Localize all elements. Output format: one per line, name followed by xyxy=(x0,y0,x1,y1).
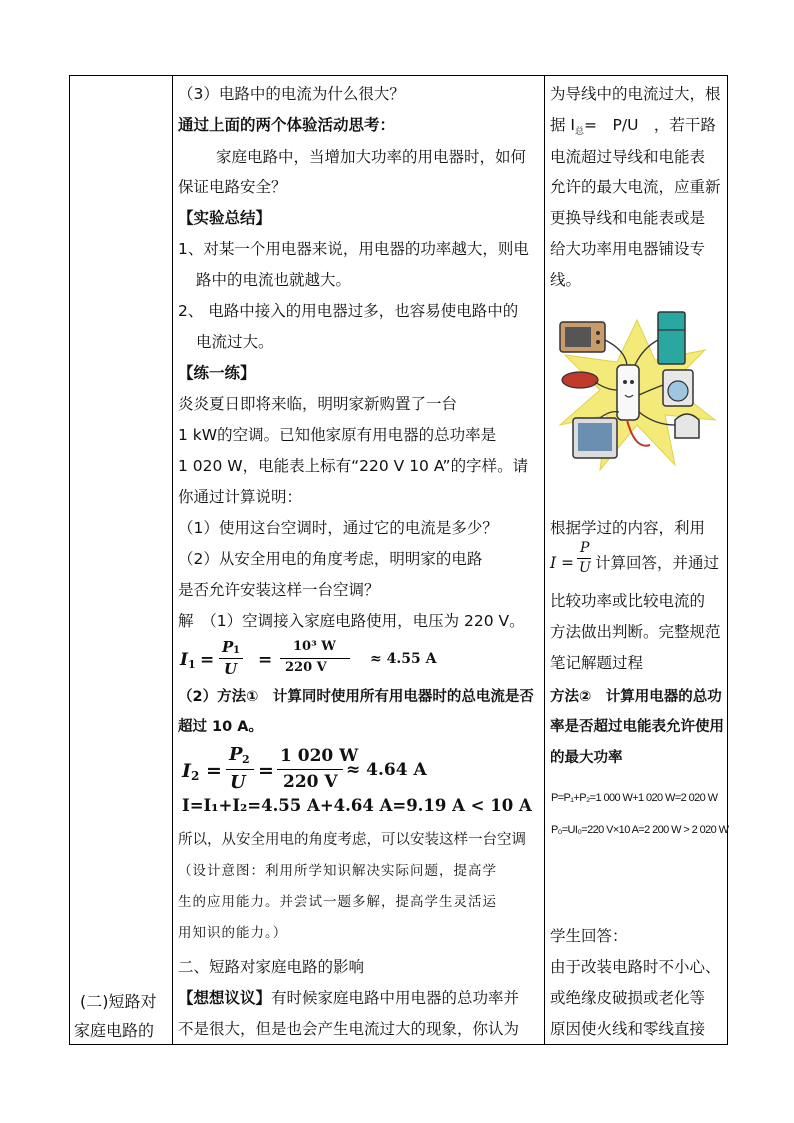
section-2-heading: 二、短路对家庭电路的影响 xyxy=(178,958,365,976)
think-question-2: 保证电路安全？ xyxy=(178,178,287,196)
summary-point-1b: 路中的电流也就越大。 xyxy=(196,271,352,289)
discuss-text-1: 有时候家庭电路中用电器的总功率并 xyxy=(271,989,520,1007)
summary-point-2b: 电流过大。 xyxy=(196,333,274,351)
conclusion: 所以，从安全用电的角度考虑，可以安装这样一台空调 xyxy=(178,832,526,848)
eq2-fraction-bar-2 xyxy=(277,769,343,770)
eq2-result: ≈ 4.64 A xyxy=(346,760,427,780)
design-intent-3: 用知识的能力。） xyxy=(178,925,288,941)
right-line-5: 更换导线和电能表或是 xyxy=(550,209,706,227)
right-line-8: 根据学过的内容，利用 xyxy=(550,519,706,537)
method1-line-b: 超过 10 A。 xyxy=(178,719,263,735)
right-line-1: 为导线中的电流过大，根 xyxy=(550,85,721,103)
eq1-denominator: U xyxy=(224,660,238,678)
practice-line-4: 你通过计算说明： xyxy=(178,488,303,506)
right-line-6: 给大功率用电器铺设专 xyxy=(550,240,706,258)
method1-line-a: （2）方法① 计算同时使用所有用电器时的总电流是否 xyxy=(178,689,534,705)
eq1-equals: = xyxy=(200,650,215,670)
practice-line-2: 1 kW的空调。已知他家原有用电器的总功率是 xyxy=(178,426,497,444)
think-title: 通过上面的两个体验活动思考： xyxy=(178,116,396,134)
discuss-tag: 【想想议议】 xyxy=(178,989,272,1007)
practice-question-1: （1）使用这台空调时，通过它的电流是多少？ xyxy=(178,519,498,537)
summary-point-1a: 1、对某一个用电器来说，用电器的功率越大，则电 xyxy=(178,240,529,258)
right-line-9 xyxy=(550,553,574,573)
eq2-fraction-bar xyxy=(226,769,254,770)
right-eq-lhs: I = xyxy=(550,554,575,572)
left-col-line2: 家庭电路的 xyxy=(74,1021,155,1040)
eq2-lhs: I xyxy=(182,760,191,782)
eq1-result: ≈ 4.55 A xyxy=(370,651,437,667)
right-eq-numerator: P xyxy=(580,540,590,556)
right-line-11: 方法做出判断。完整规范 xyxy=(550,623,721,641)
answer-line-3: 原因使火线和零线直接 xyxy=(550,1020,706,1038)
eq1-equals-2: = xyxy=(258,650,273,670)
right-line-9-text: 计算回答，并通过 xyxy=(595,554,720,572)
right-line-2-sub: 总 xyxy=(575,127,585,138)
method2-line-a: 方法② 计算用电器的总功 xyxy=(550,689,722,705)
column-divider-2 xyxy=(544,76,545,1044)
eq1-numerator-2: 10³ W xyxy=(293,639,336,654)
method2-line-c: 的最大功率 xyxy=(550,750,623,766)
eq1-denominator-2: 220 V xyxy=(285,660,327,675)
eq1-numerator: P xyxy=(222,638,234,656)
right-eq-denominator: U xyxy=(579,560,591,576)
practice-question-2b: 是否允许安装这样一台空调？ xyxy=(178,581,380,599)
eq2-equals: = xyxy=(206,760,222,782)
practice-line-3: 1 020 W，电能表上标有“220 V 10 A”的字样。请 xyxy=(178,457,529,475)
discuss-line-1 xyxy=(178,988,519,1008)
answer-line-2: 或绝缘皮破损或老化等 xyxy=(550,989,706,1007)
right-line-3: 电流超过导线和电能表 xyxy=(550,148,706,166)
eq1-fraction-bar-2 xyxy=(280,658,350,659)
practice-question-2a: （2）从安全用电的角度考虑，明明家的电路 xyxy=(178,550,483,568)
eq2-denominator-2: 220 V xyxy=(283,772,338,792)
equation-3: I=I₁+I₂=4.55 A+4.64 A=9.19 A < 10 A xyxy=(182,796,532,815)
right-line-10: 比较功率或比较电流的 xyxy=(550,592,706,610)
discuss-line-2: 不是很大，但是也会产生电流过大的现象，你认为 xyxy=(178,1020,520,1038)
solution-line-1: 解 （1）空调接入家庭电路使用，电压为 220 V。 xyxy=(178,612,525,630)
overload-illustration xyxy=(555,300,720,475)
design-intent-2: 生的应用能力。并尝试一题多解，提高学生灵活运 xyxy=(178,894,497,910)
method2-line-b: 率是否超过电能表允许使用 xyxy=(550,719,724,735)
right-line-2b: = P/U ，若干路 xyxy=(584,116,716,134)
column-divider-1 xyxy=(172,76,173,1044)
design-intent-1: （设计意图：利用所学知识解决实际问题，提高学 xyxy=(178,863,497,879)
eq1-lhs: I xyxy=(180,650,188,670)
left-col-line1: (二)短路对 xyxy=(80,992,157,1011)
eq2-numerator: P xyxy=(229,744,243,765)
eq2-denominator: U xyxy=(230,772,246,793)
right-equation-b: P₀=UI₀=220 V×10 A=2 200 W > 2 020 W xyxy=(551,824,729,836)
right-line-4: 允许的最大电流，应重新 xyxy=(550,178,721,196)
eq1-lhs-sub: 1 xyxy=(188,658,196,671)
answer-title: 学生回答： xyxy=(550,927,628,945)
eq1-fraction-bar xyxy=(219,658,243,659)
practice-line-1: 炎炎夏日即将来临，明明家新购置了一台 xyxy=(178,395,458,413)
right-equation-a: P=P₁+P₂=1 000 W+1 020 W=2 020 W xyxy=(551,792,718,804)
right-eq-fraction-bar xyxy=(577,558,591,559)
right-line-2a: 据 I xyxy=(550,116,575,134)
right-line-7: 线。 xyxy=(550,271,582,289)
eq2-equals-2: = xyxy=(258,760,274,782)
right-line-12: 笔记解题过程 xyxy=(550,654,644,672)
eq2-lhs-sub: 2 xyxy=(191,769,200,783)
summary-title: 【实验总结】 xyxy=(178,209,272,227)
eq2-numerator-2: 1 020 W xyxy=(280,746,359,766)
think-question-1: 家庭电路中，当增加大功率的用电器时，如何 xyxy=(216,148,527,166)
q3-text: （3）电路中的电流为什么很大？ xyxy=(178,85,405,103)
eq2-numerator-sub: 2 xyxy=(242,753,250,766)
answer-line-1: 由于改装电路时不小心、 xyxy=(550,958,721,976)
summary-point-2a: 2、 电路中接入的用电器过多，也容易使电路中的 xyxy=(178,302,519,320)
eq1-numerator-sub: 1 xyxy=(233,645,240,656)
practice-title: 【练一练】 xyxy=(178,364,256,382)
right-line-2 xyxy=(550,115,716,142)
